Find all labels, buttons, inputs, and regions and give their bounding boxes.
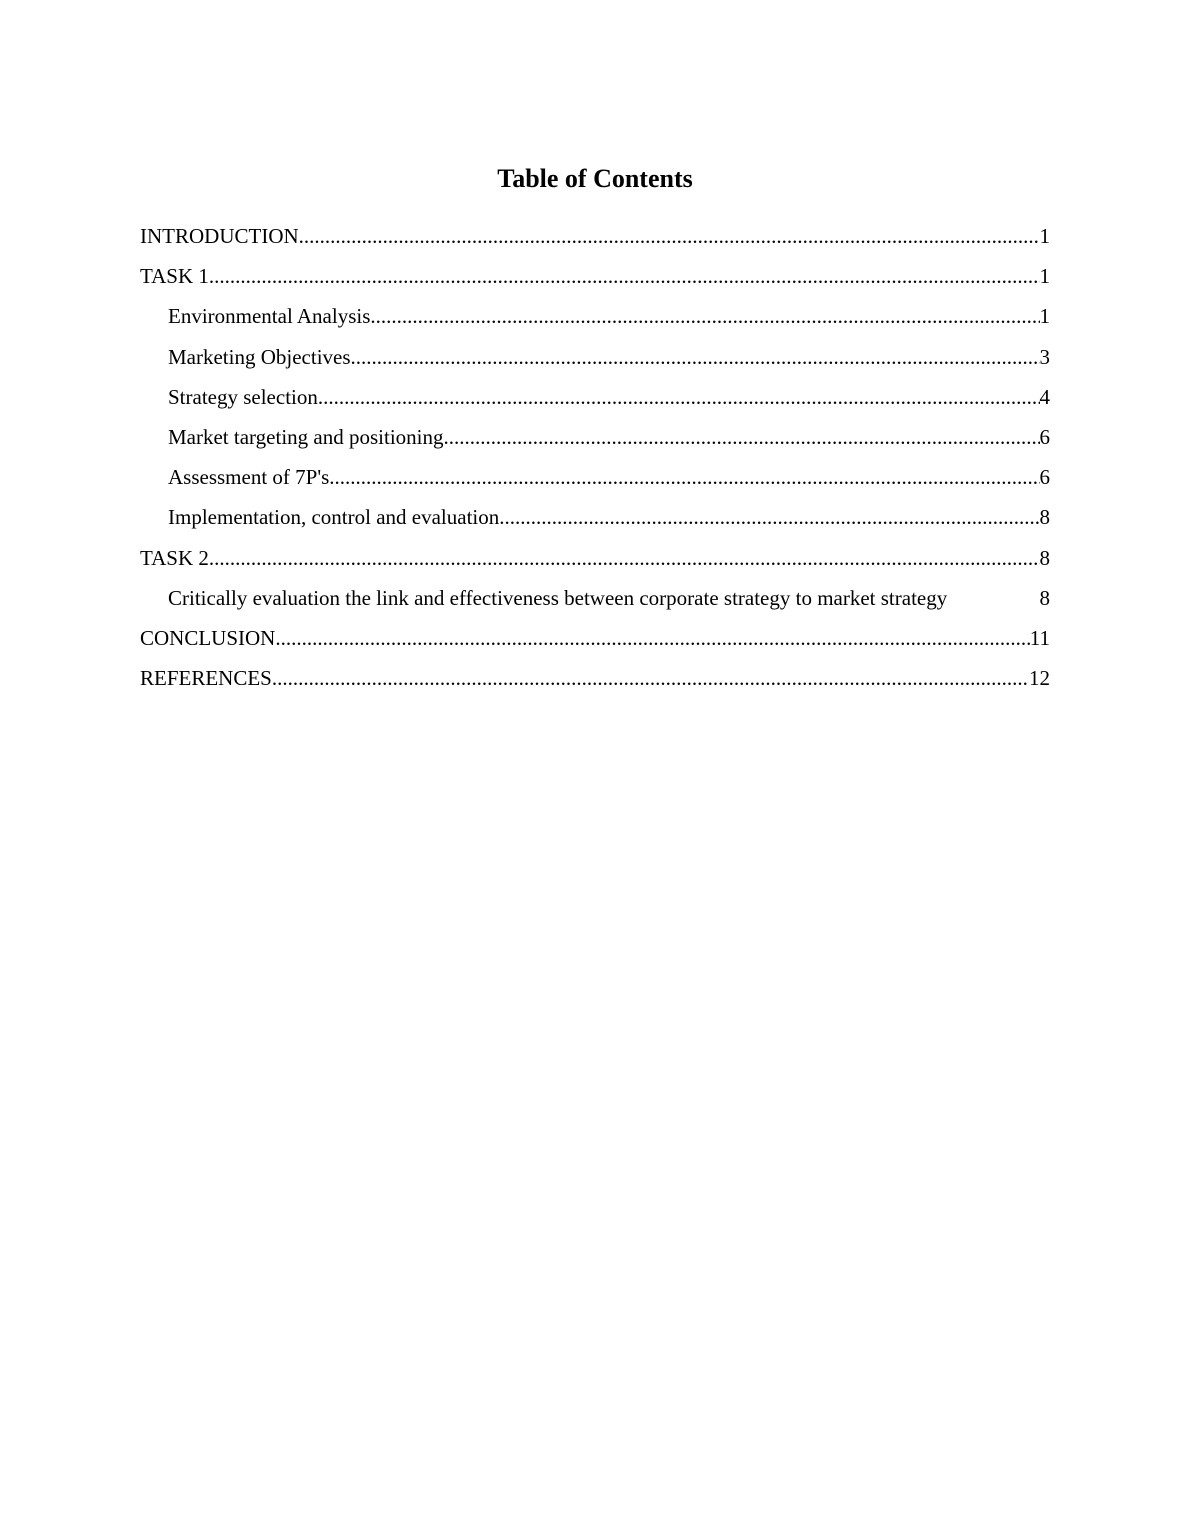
toc-entry-task-1[interactable] (140, 262, 1050, 302)
toc-page-number: 6 (1039, 465, 1050, 490)
toc-list (140, 222, 1050, 704)
toc-entry-label: CONCLUSION (140, 625, 276, 650)
toc-page-number: 12 (1029, 666, 1050, 691)
toc-entry-label: Strategy selection (168, 384, 318, 409)
toc-page-number: 4 (1039, 384, 1050, 409)
toc-dot-leader (209, 262, 1040, 290)
toc-dot-leader (209, 544, 1040, 572)
toc-dot-leader (443, 423, 1039, 451)
toc-entry-label: TASK 1 (140, 264, 209, 289)
toc-entry-task-2[interactable] (140, 544, 1050, 584)
toc-dot-leader (318, 383, 1040, 411)
toc-dot-leader (272, 664, 1029, 692)
toc-dot-leader (275, 624, 1029, 652)
toc-page-number: 1 (1039, 304, 1050, 329)
toc-dot-leader (329, 463, 1039, 491)
toc-page-number: 3 (1039, 344, 1050, 369)
toc-entry-marketing-objectives[interactable] (140, 343, 1050, 383)
toc-entry-conclusion[interactable] (140, 624, 1050, 664)
toc-entry-market-targeting[interactable] (140, 423, 1050, 463)
toc-entry-implementation[interactable] (140, 503, 1050, 543)
toc-entry-label: Implementation, control and evaluation (168, 505, 500, 530)
toc-dot-leader (351, 343, 1040, 371)
toc-entry-environmental-analysis[interactable] (140, 302, 1050, 342)
toc-page-number: 8 (1039, 505, 1050, 530)
toc-page-number: 8 (1039, 545, 1050, 570)
toc-dot-leader (370, 302, 1039, 330)
toc-entry-label: TASK 2 (140, 545, 209, 570)
toc-entry-label: Market targeting and positioning (168, 424, 444, 449)
toc-entry-label: Marketing Objectives (168, 344, 351, 369)
toc-entry-strategy-selection[interactable] (140, 383, 1050, 423)
toc-entry-introduction[interactable] (140, 222, 1050, 262)
toc-entry-label: Environmental Analysis (168, 304, 371, 329)
toc-entry-label: REFERENCES (140, 666, 272, 691)
toc-title: Table of Contents (497, 164, 693, 193)
toc-page-number: 11 (1029, 625, 1050, 650)
toc-entry-references[interactable] (140, 664, 1050, 704)
toc-page-number: 1 (1039, 224, 1050, 248)
toc-entry-label: Critically evaluation the link and effectiveness between corporate strategy to market strategy (168, 585, 948, 610)
toc-page-number: 6 (1039, 424, 1050, 449)
toc-page-number: 8 (1039, 585, 1050, 610)
toc-dot-leader (499, 503, 1039, 531)
toc-entry-critical-evaluation[interactable] (140, 584, 1050, 624)
toc-entry-label: INTRODUCTION (140, 224, 299, 248)
toc-page-number: 1 (1039, 264, 1050, 289)
toc-entry-label: Assessment of 7P's (168, 465, 330, 490)
toc-entry-assessment-7ps[interactable] (140, 463, 1050, 503)
toc-dot-leader (299, 222, 1040, 250)
